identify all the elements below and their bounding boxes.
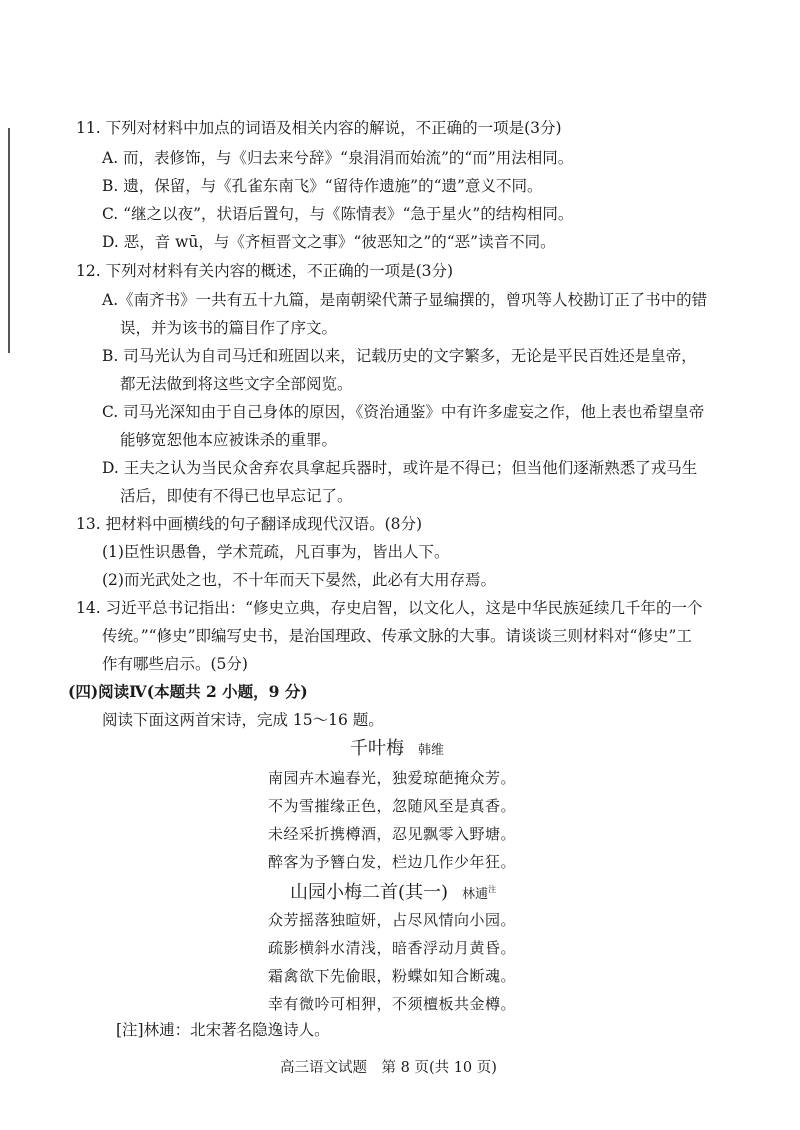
q12-option-b-line1: B. 司马光认为自司马迁和班固以来，记载历史的文字繁多，无论是平民百姓还是皇帝， [102, 347, 697, 365]
poem1-author: 韩维 [418, 743, 445, 758]
q12-stem: 12. 下列对材料有关内容的概述，不正确的一项是(3分) [76, 262, 454, 280]
q12-option-b-line2: 都无法做到将这些文字全部阅览。 [120, 375, 353, 393]
section-heading: (四)阅读Ⅳ(本题共 2 小题，9 分) [68, 682, 308, 701]
poem1-title: 千叶梅 [350, 738, 404, 759]
q12-option-a-line2: 误，并为该书的篇目作了序文。 [120, 319, 338, 337]
q13-item-1: (1)臣性识愚鲁，学术荒疏，凡百事为，皆出人下。 [102, 543, 450, 561]
q14-line-1: 14. 习近平总书记指出：“修史立典，存史启智，以文化人，这是中华民族延续几千年的一个 [76, 599, 703, 617]
q11-stem: 11. 下列对材料中加点的词语及相关内容的解说，不正确的一项是(3分) [76, 119, 562, 137]
q13-stem: 13. 把材料中画横线的句子翻译成现代汉语。(8分) [76, 515, 423, 533]
q13-item-2: (2)而光武处之也，不十年而天下晏然，此必有大用存焉。 [102, 571, 496, 589]
q14-line-2: 传统。”“修史”即编写史书，是治国理政、传承文脉的大事。请谈谈三则材料对“修史”工 [102, 627, 692, 645]
q12-option-c-line2: 能够宽恕他本应被诛杀的重罪。 [120, 431, 338, 449]
q11-option-b: B. 遗，保留，与《孔雀东南飞》“留待作遗施”的“遗”意义不同。 [102, 177, 543, 195]
poem2-author: 林逋 [462, 887, 489, 903]
poem2-note-mark: 注 [488, 885, 497, 894]
poem1-line-4: 醉客为予簪白发，栏边几作少年狂。 [268, 853, 517, 871]
q12-option-a-line1: A.《南齐书》一共有五十九篇，是南朝梁代萧子显编撰的，曾巩等人校勘订正了书中的错 [102, 291, 708, 309]
margin-binding-line [8, 128, 10, 353]
poem2-heading [290, 880, 496, 905]
poem2-line-2: 疏影横斜水清浅，暗香浮动月黄昏。 [268, 939, 517, 957]
section-instruction: 阅读下面这两首宋诗，完成 15～16 题。 [102, 711, 384, 729]
poem1-heading [350, 739, 444, 761]
q11-option-d: D. 恶，音 wū，与《齐桓晋文之事》“彼恶知之”的“恶”读音不同。 [102, 233, 556, 251]
q12-option-d-line2: 活后，即使有不得已也早忘记了。 [120, 487, 353, 505]
q14-line-3: 作有哪些启示。(5分) [102, 655, 248, 673]
poem1-line-2: 不为雪摧缘正色，忽随风至是真香。 [268, 797, 517, 815]
poem2-line-3: 霜禽欲下先偷眼，粉蝶如知合断魂。 [268, 967, 517, 985]
poem1-line-1: 南园卉木遍春光，独爱琼葩掩众芳。 [268, 769, 517, 787]
q12-option-d-line1: D. 王夫之认为当民众舍弃农具拿起兵器时，或许是不得已；但当他们逐渐熟悉了戎马生 [102, 459, 698, 477]
page-footer: 高三语文试题 第 8 页(共 10 页) [280, 1060, 497, 1076]
q11-option-a: A. 而，表修饰，与《归去来兮辞》“泉涓涓而始流”的“而”用法相同。 [102, 149, 574, 167]
poem2-line-4: 幸有微吟可相狎，不须檀板共金樽。 [268, 995, 517, 1013]
poem2-title: 山园小梅二首(其一) [290, 882, 449, 904]
q11-option-c: C. “继之以夜”，状语后置句，与《陈情表》“急于星火”的结构相同。 [102, 205, 574, 223]
poem2-line-1: 众芳摇落独暄妍，占尽风情向小园。 [268, 911, 517, 929]
poem-note: [注]林逋：北宋著名隐逸诗人。 [116, 1021, 330, 1039]
q12-option-c-line1: C. 司马光深知由于自己身体的原因，《资治通鉴》中有许多虚妄之作，他上表也希望皇帝 [102, 403, 705, 421]
poem1-line-3: 未经采折携樽酒，忍见飘零入野塘。 [268, 825, 517, 843]
